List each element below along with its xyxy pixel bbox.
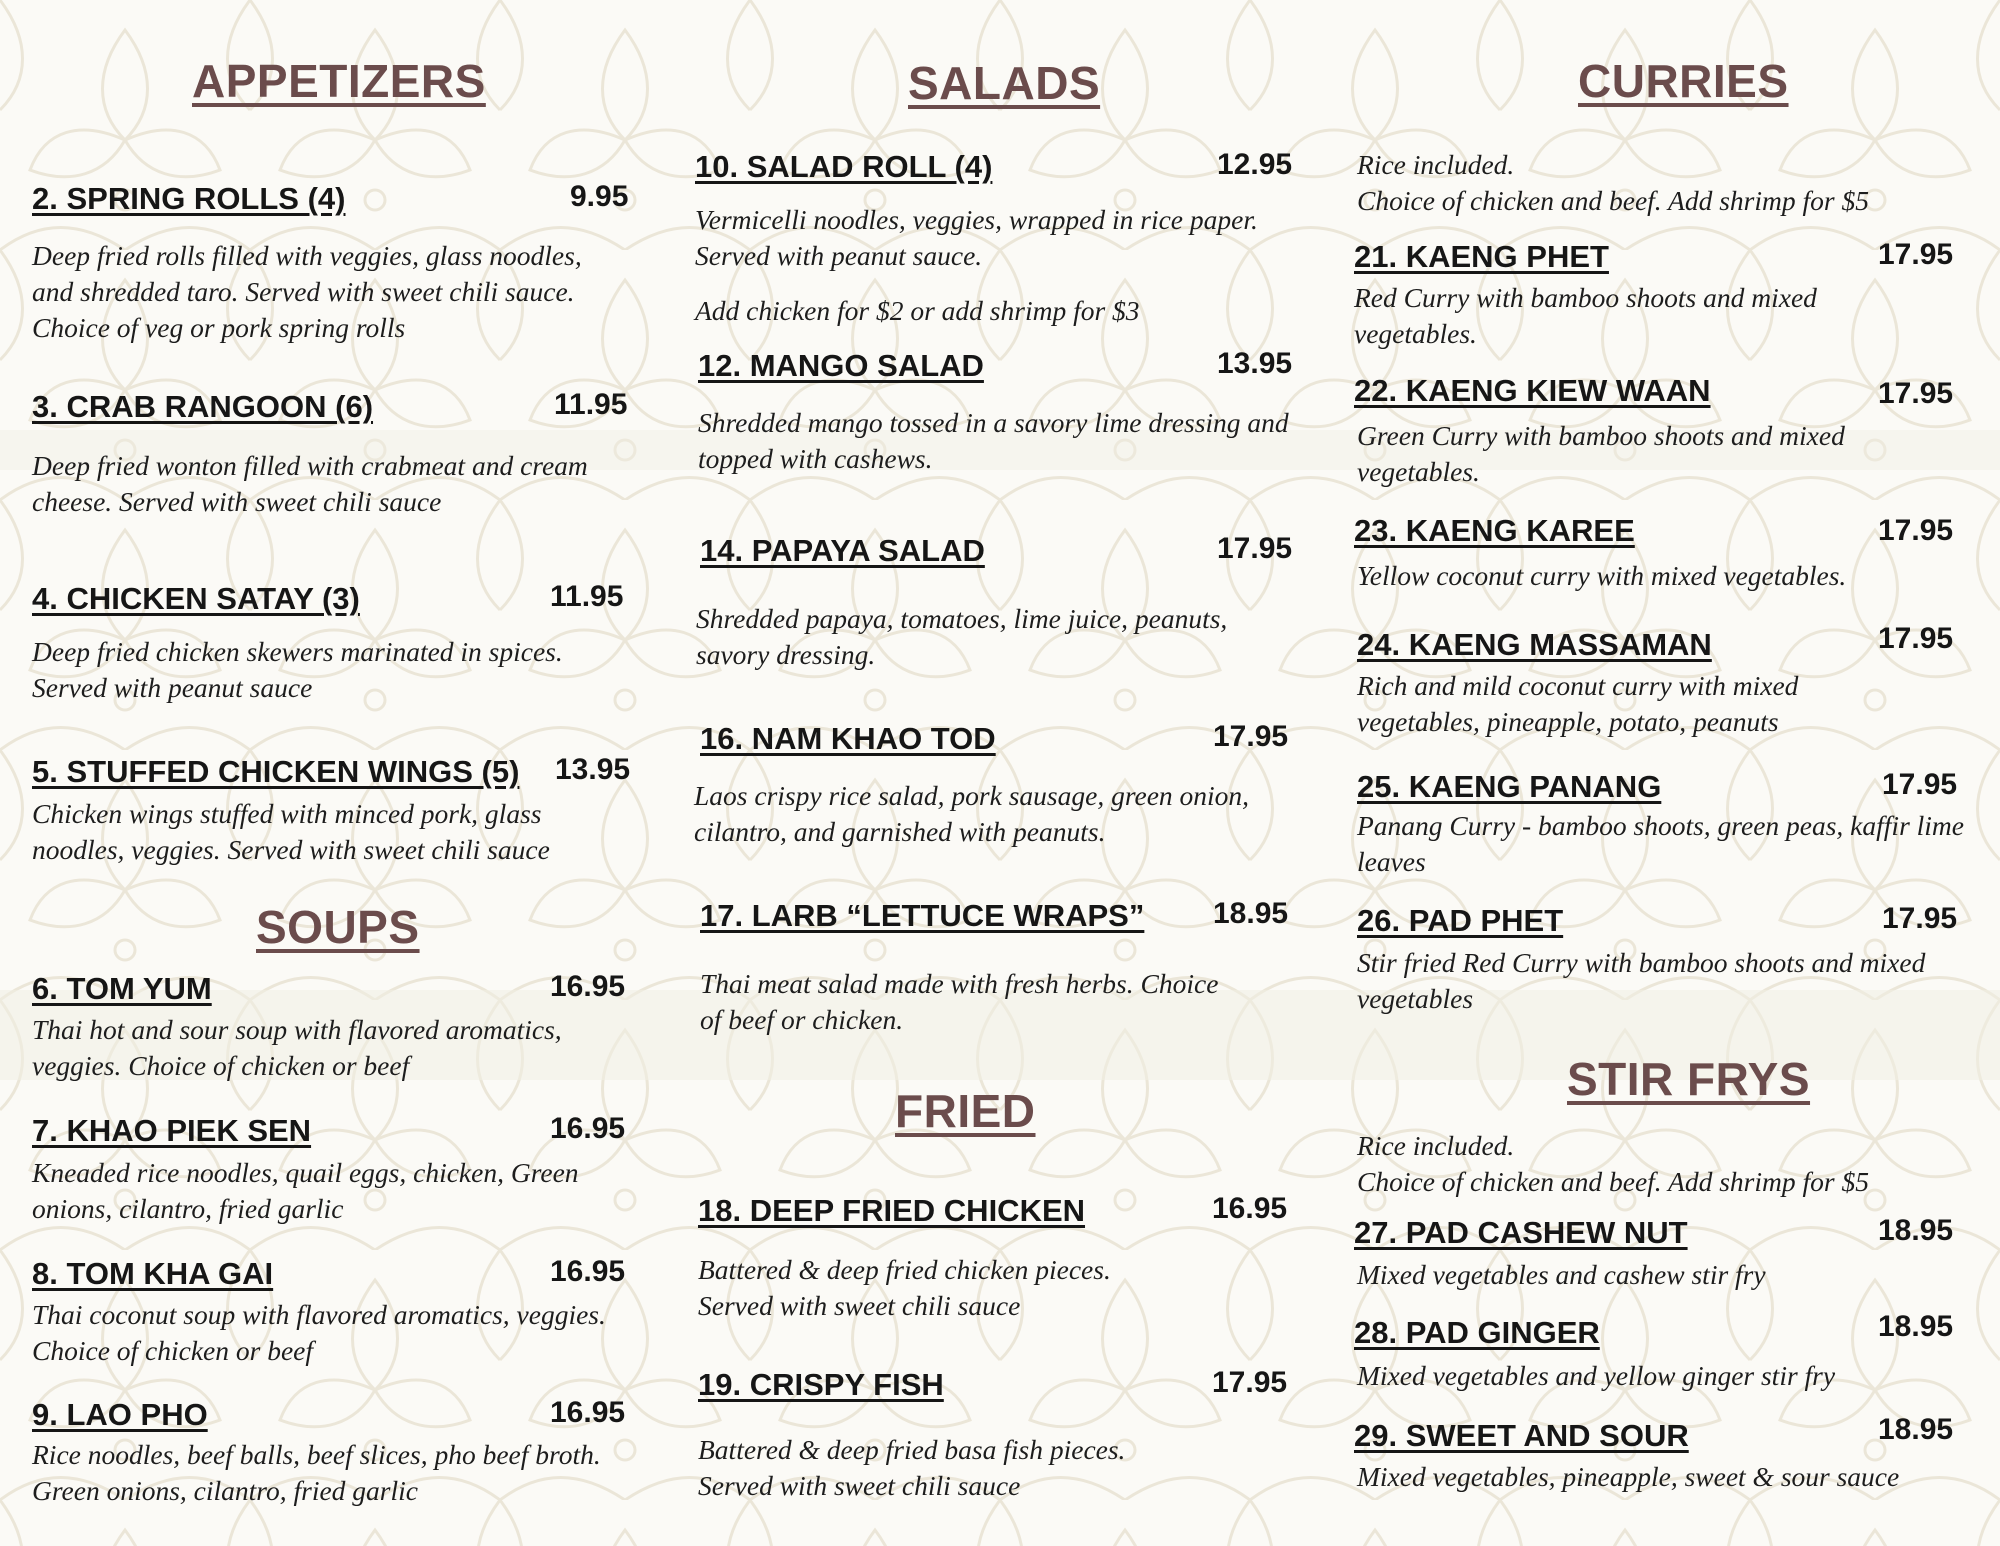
item-price: 17.95 xyxy=(1878,238,1954,271)
item-name: 10. SALAD ROLL (4) xyxy=(695,149,993,184)
item-description: Thai meat salad made with fresh herbs. Choice of beef or chicken. xyxy=(700,968,1219,1035)
item-name: 29. SWEET AND SOUR xyxy=(1354,1418,1689,1453)
item-price: 11.95 xyxy=(550,580,624,613)
item-description: Thai hot and sour soup with flavored aromatics, veggies. Choice of chicken or beef xyxy=(32,1014,562,1081)
item-description: Yellow coconut curry with mixed vegetables. xyxy=(1357,560,1847,591)
item-name: 6. TOM YUM xyxy=(32,971,212,1006)
item-price: 18.95 xyxy=(1878,1310,1954,1343)
item-description: Battered & deep fried basa fish pieces. Served with sweet chili sauce xyxy=(698,1434,1126,1501)
item-description: Red Curry with bamboo shoots and mixed vegetables. xyxy=(1354,282,1817,349)
item-description: Deep fried rolls filled with veggies, glass noodles, and shredded taro. Served with sweet chili sauce. Choice of veg or pork spring rolls xyxy=(32,240,582,343)
item-price: 9.95 xyxy=(570,180,629,213)
item-name: 8. TOM KHA GAI xyxy=(32,1256,274,1291)
section-note-protein: Choice of chicken and beef. Add shrimp for $5 xyxy=(1357,185,1869,216)
item-name: 27. PAD CASHEW NUT xyxy=(1354,1215,1688,1250)
item-price: 17.95 xyxy=(1217,532,1293,565)
item-price: 13.95 xyxy=(555,753,631,786)
section-title-fried: FRIED xyxy=(895,1085,1036,1137)
item-price: 17.95 xyxy=(1212,1366,1288,1399)
item-price: 16.95 xyxy=(550,1255,626,1288)
item-price: 11.95 xyxy=(554,388,628,421)
item-price: 17.95 xyxy=(1878,622,1954,655)
item-price: 18.95 xyxy=(1878,1413,1954,1446)
item-name: 22. KAENG KIEW WAAN xyxy=(1354,373,1711,408)
item-price: 17.95 xyxy=(1882,902,1958,935)
item-name: 5. STUFFED CHICKEN WINGS (5) xyxy=(32,754,520,789)
section-note-protein: Choice of chicken and beef. Add shrimp for $5 xyxy=(1357,1166,1869,1197)
item-name: 28. PAD GINGER xyxy=(1354,1315,1600,1350)
item-price: 17.95 xyxy=(1878,377,1954,410)
item-name: 21. KAENG PHET xyxy=(1354,239,1609,274)
item-description: Stir fried Red Curry with bamboo shoots and mixed vegetables xyxy=(1357,947,1926,1014)
item-name: 7. KHAO PIEK SEN xyxy=(32,1113,312,1148)
item-name: 9. LAO PHO xyxy=(32,1397,208,1432)
item-price: 18.95 xyxy=(1878,1214,1954,1247)
item-name: 25. KAENG PANANG xyxy=(1357,769,1662,804)
item-price: 16.95 xyxy=(550,1112,626,1145)
item-addon-note: Add chicken for $2 or add shrimp for $3 xyxy=(695,295,1140,326)
item-description: Mixed vegetables and cashew stir fry xyxy=(1357,1259,1766,1290)
item-name: 3. CRAB RANGOON (6) xyxy=(32,389,374,424)
item-name: 2. SPRING ROLLS (4) xyxy=(32,181,346,216)
item-price: 16.95 xyxy=(550,1396,626,1429)
item-name: 26. PAD PHET xyxy=(1357,903,1564,938)
item-name: 14. PAPAYA SALAD xyxy=(700,533,985,568)
item-description: Deep fried chicken skewers marinated in spices. Served with peanut sauce xyxy=(32,636,563,703)
item-price: 16.95 xyxy=(550,970,626,1003)
section-title-salads: SALADS xyxy=(908,57,1101,109)
item-description: Battered & deep fried chicken pieces. Served with sweet chili sauce xyxy=(698,1254,1111,1321)
section-title-stir-frys: STIR FRYS xyxy=(1567,1053,1811,1105)
section-title-curries: CURRIES xyxy=(1578,55,1789,107)
item-name: 23. KAENG KAREE xyxy=(1354,513,1635,548)
item-description: Deep fried wonton filled with crabmeat and cream cheese. Served with sweet chili sauce xyxy=(32,450,588,517)
item-price: 17.95 xyxy=(1882,768,1958,801)
section-note-rice: Rice included. xyxy=(1357,1130,1515,1161)
item-description: Vermicelli noodles, veggies, wrapped in rice paper. Served with peanut sauce. xyxy=(695,204,1258,271)
item-description: Chicken wings stuffed with minced pork, glass noodles, veggies. Served with sweet chili sauce xyxy=(32,798,550,865)
item-description: Rich and mild coconut curry with mixed vegetables, pineapple, potato, peanuts xyxy=(1357,670,1799,737)
item-description: Green Curry with bamboo shoots and mixed vegetables. xyxy=(1357,420,1845,487)
item-description: Panang Curry - bamboo shoots, green peas, kaffir lime leaves xyxy=(1357,810,1964,877)
section-note-rice: Rice included. xyxy=(1357,149,1515,180)
item-description: Shredded mango tossed in a savory lime dressing and topped with cashews. xyxy=(698,407,1289,474)
item-price: 13.95 xyxy=(1217,347,1293,380)
item-price: 16.95 xyxy=(1212,1192,1288,1225)
item-price: 17.95 xyxy=(1878,514,1954,547)
item-name: 17. LARB “LETTUCE WRAPS” xyxy=(700,898,1145,933)
item-description: Rice noodles, beef balls, beef slices, pho beef broth. Green onions, cilantro, fried garlic xyxy=(32,1439,601,1506)
item-name: 12. MANGO SALAD xyxy=(698,348,984,383)
item-description: Laos crispy rice salad, pork sausage, green onion, cilantro, and garnished with peanuts. xyxy=(694,780,1250,847)
item-description: Shredded papaya, tomatoes, lime juice, peanuts, savory dressing. xyxy=(696,603,1228,670)
section-title-appetizers: APPETIZERS xyxy=(192,55,486,107)
item-description: Thai coconut soup with flavored aromatics, veggies. Choice of chicken or beef xyxy=(32,1299,606,1366)
item-price: 12.95 xyxy=(1217,148,1293,181)
item-name: 24. KAENG MASSAMAN xyxy=(1357,627,1712,662)
item-name: 19. CRISPY FISH xyxy=(698,1367,944,1402)
item-price: 17.95 xyxy=(1213,720,1289,753)
item-description: Mixed vegetables and yellow ginger stir fry xyxy=(1357,1360,1836,1391)
section-title-soups: SOUPS xyxy=(256,901,420,953)
item-description: Mixed vegetables, pineapple, sweet & sour sauce xyxy=(1357,1461,1900,1492)
item-name: 16. NAM KHAO TOD xyxy=(700,721,996,756)
item-description: Kneaded rice noodles, quail eggs, chicken, Green onions, cilantro, fried garlic xyxy=(32,1157,579,1224)
item-name: 4. CHICKEN SATAY (3) xyxy=(32,581,360,616)
item-price: 18.95 xyxy=(1213,897,1289,930)
item-name: 18. DEEP FRIED CHICKEN xyxy=(698,1193,1086,1228)
